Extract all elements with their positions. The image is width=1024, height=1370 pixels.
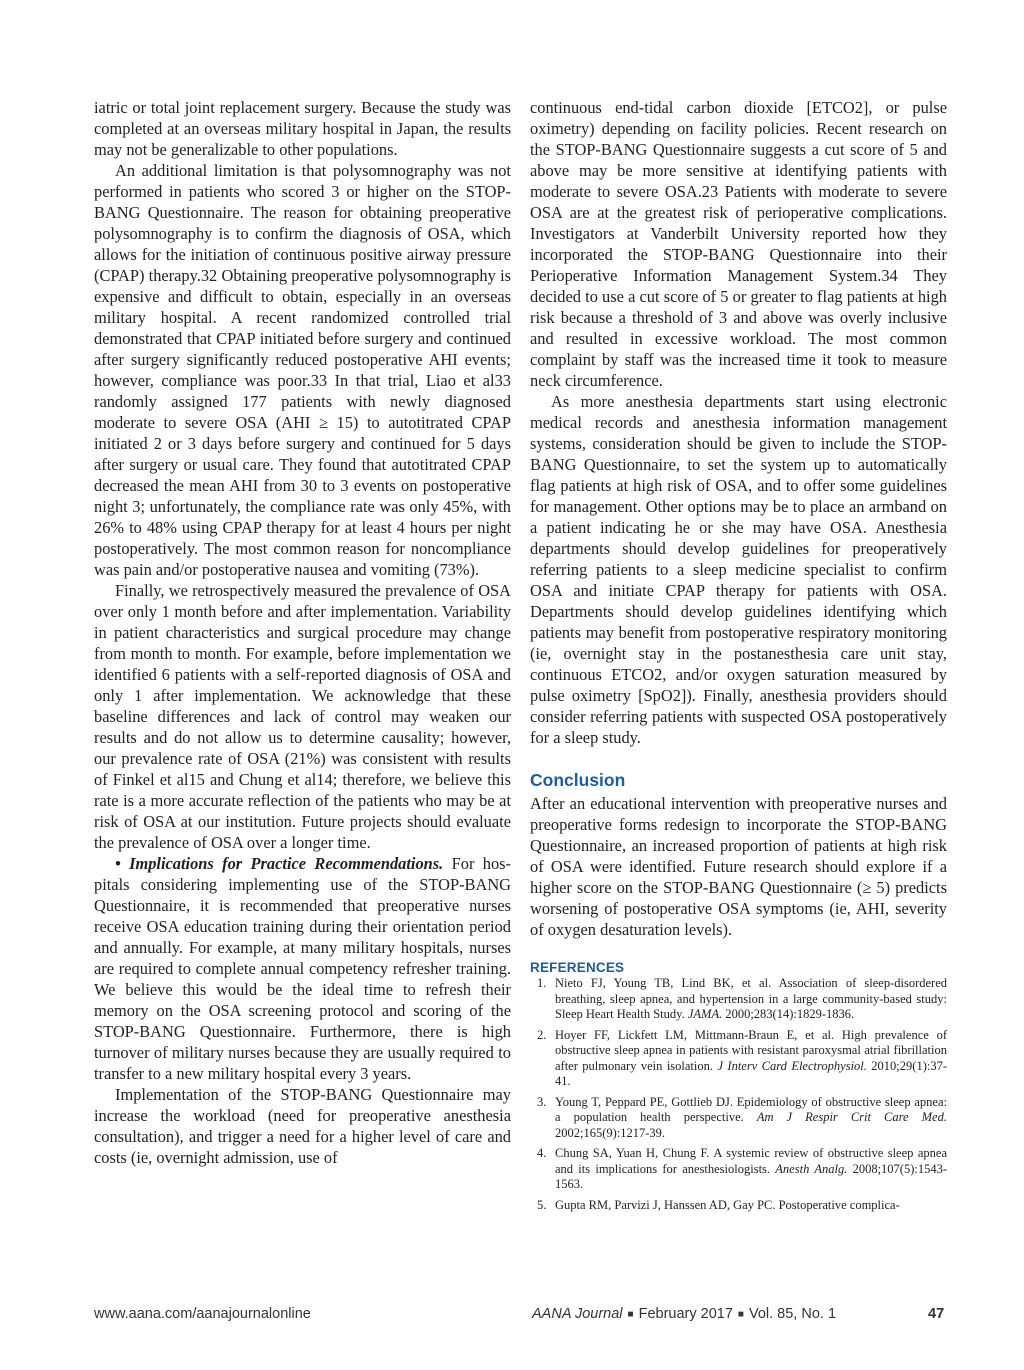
- reference-item: [530, 1095, 947, 1142]
- reference-item: [530, 1198, 947, 1214]
- reference-item: [530, 1028, 947, 1090]
- page-number: 47: [928, 1306, 945, 1322]
- references-heading: REFERENCES: [530, 960, 625, 975]
- reference-number: 2.: [537, 1027, 547, 1042]
- reference-text: Chung SA, Yuan H, Chung F. A systemic review of obstructive sleep apnea and its implications for anesthesiologists.: [555, 1146, 947, 1176]
- right-column: [530, 97, 947, 1218]
- reference-text: Gupta RM, Parvizi J, Hanssen AD, Gay PC. Postoperative complica-: [555, 1197, 900, 1212]
- body-paragraph: Implementation of the STOP-BANG Questionnaire may increase the workload (need for preoperative anesthesia consultation), and trigger a need for a higher level of care and costs (ie, overnight admission, use of: [94, 1085, 511, 1167]
- body-paragraph: Finally, we retrospectively measured the prevalence of OSA over only 1 month before and after implementation. Variability in patient characteristics and surgical procedure may change from month to month. For example, before implementation we identified 6 patients with a self-reported diagnosis of OSA and only 1 after implementation. We acknowledge that these baseline differences and lack of control may weaken our results and do not allow us to determine causality; however, our prevalence rate of OSA (21%) was consistent with results of Finkel et al15 and Chung et al14; therefore, we believe this rate is a more accurate reflection of the patients who may be at risk of OSA at our institution. Future projects should evaluate the prevalence of OSA over a longer time.: [94, 581, 511, 852]
- footer-volume: Vol. 85, No. 1: [748, 1306, 837, 1322]
- implications-heading: • Implications for Practice Recommendations.: [115, 854, 444, 873]
- reference-number: 1.: [537, 976, 547, 990]
- body-paragraph: As more anesthesia departments start using electronic medical records and anesthesia information management systems, consideration should be given to include the STOP-BANG Questionnaire, to set the system up to automatically flag patients at high risk of OSA, and to offer some guidelines for management. Other options may be to place an armband on a patient indicating he or she may have OSA. Anesthesia departments should develop guidelines for preoperatively referring patients to a sleep medicine specialist to confirm OSA and initiate CPAP therapy for patients with OSA. Departments should develop guidelines identifying which patients may benefit from postoperative respiratory monitoring (ie, overnight stay in the postanesthesia care unit stay, continuous ETCO2, and/or oxygen saturation measured by pulse oximetry [SpO2]). Finally, anesthesia providers should consider referring patients with suspected OSA postoperatively for a sleep study.: [530, 392, 947, 747]
- footer-journal-info: [532, 1306, 836, 1322]
- reference-citation: 2002;165(9):1217-39.: [555, 1125, 666, 1140]
- reference-journal: Am J Respir Crit Care Med.: [756, 1110, 947, 1124]
- reference-citation: 2010;29(1):37-41.: [555, 1058, 947, 1088]
- reference-number: 5.: [537, 1197, 547, 1212]
- left-column: [94, 97, 511, 1168]
- conclusion-heading: Conclusion: [530, 770, 626, 790]
- reference-journal: Anesth Analg.: [775, 1161, 848, 1176]
- reference-number: 4.: [537, 1146, 547, 1160]
- reference-citation: 2000;283(14):1829-1836.: [722, 1007, 855, 1021]
- reference-journal: JAMA.: [687, 1007, 723, 1021]
- reference-number: 3.: [537, 1094, 547, 1109]
- separator-square-icon: ■: [627, 1309, 634, 1320]
- reference-text: Nieto FJ, Young TB, Lind BK, et al. Association of sleep-disordered breathing, sleep apnea, and hypertension in a large community-based study: Sleep Heart Health Study.: [555, 976, 947, 1021]
- reference-text: Hoyer FF, Lickfett LM, Mittmann-Braun E, et al. High prevalence of obstructive sleep apnea in patients with resistant paroxysmal atrial fibrillation after pulmonary vein isolation.: [555, 1027, 947, 1073]
- body-paragraph: iatric or total joint replacement surgery. Because the study was completed at an overseas military hospital in Japan, the results may not be generalizable to other populations.: [94, 98, 511, 159]
- body-paragraph: An additional limitation is that polysomnography was not performed in patients who scored 3 or higher on the STOP-BANG Questionnaire. The reason for obtaining preoperative polysomnography is to confirm the diagnosis of OSA, which allows for the initiation of continuous positive airway pressure (CPAP) therapy.32 Obtaining preoperative polysomnography is expensive and difficult to obtain, especially in an overseas military hospital. A recent randomized controlled trial demonstrated that CPAP initiated before surgery and continued after surgery significantly reduced postoperative AHI events; however, compliance was poor.33 In that trial, Liao et al33 randomly assigned 177 patients with newly diagnosed moderate to severe OSA (AHI ≥ 15) to autotitrated CPAP initiated 2 or 3 days before surgery and continued for 5 days after surgery or usual care. They found that autotitrated CPAP decreased the mean AHI from 30 to 3 events on postoperative night 3; unfortunately, the compliance rate was only 45%, with 26% to 48% using CPAP therapy for at least 4 hours per night postoperatively. The most common reason for noncompliance was pain and/or postoperative nausea and vomiting (73%).: [94, 161, 511, 579]
- reference-text: Young T, Peppard PE, Gottlieb DJ. Epidemiology of obstructive sleep apnea: a population health perspective.: [555, 1094, 947, 1124]
- separator-square-icon: ■: [737, 1309, 744, 1320]
- implications-paragraph: [94, 853, 511, 1084]
- conclusion-paragraph: After an educational intervention with preoperative nurses and preoperative forms redesign to incorporate the STOP-BANG Questionnaire, an increased proportion of patients at high risk of OSA were identified. Future research should explore if a higher score on the STOP-BANG Questionnaire (≥ 5) predicts worsening of postoperative OSA symptoms (ie, AHI, severity of oxygen desaturation levels).: [530, 794, 947, 939]
- footer-journal-name: AANA Journal: [532, 1306, 623, 1322]
- reference-citation: 2008;107(5):1543-1563.: [555, 1161, 948, 1191]
- reference-item: [530, 1146, 947, 1193]
- references-list: [530, 976, 947, 1213]
- body-paragraph: continuous end-tidal carbon dioxide [ETCO2], or pulse oximetry) depending on facility policies. Recent research on the STOP-BANG Questionnaire suggests a cut score of 5 and above may be more sensitive at identifying patients with moderate to severe OSA.23 Patients with moderate to severe OSA are at the greatest risk of perioperative complications. Investigators at Vanderbilt University reported how they incorporated the STOP-BANG Questionnaire into their Perioperative Information Management System.34 They decided to use a cut score of 5 or greater to flag patients at high risk because a threshold of 3 and above was overly inclusive and resulted in excessive workload. The most common complaint by staff was the increased time it took to measure neck circumference.: [530, 98, 947, 390]
- footer-url[interactable]: www.aana.com/aanajournalonline: [94, 1306, 311, 1322]
- implications-body: For hospitals considering implementing use of the STOP-BANG Questionnaire, it is recommended that preoperative nurses receive OSA education training during their orientation period and annually. For example, at many military hospitals, nurses are required to complete annual competency refresher training. We believe this would be the ideal time to refresh their memory on the OSA screening protocol and scoring of the STOP-BANG Questionnaire. Furthermore, there is high turnover of military nurses because they are usually required to transfer to a new military hospital every 3 years.: [94, 854, 512, 1083]
- reference-item: [530, 976, 947, 1023]
- reference-journal: J Interv Card Electrophysiol.: [717, 1058, 867, 1073]
- footer-date: February 2017: [638, 1306, 733, 1322]
